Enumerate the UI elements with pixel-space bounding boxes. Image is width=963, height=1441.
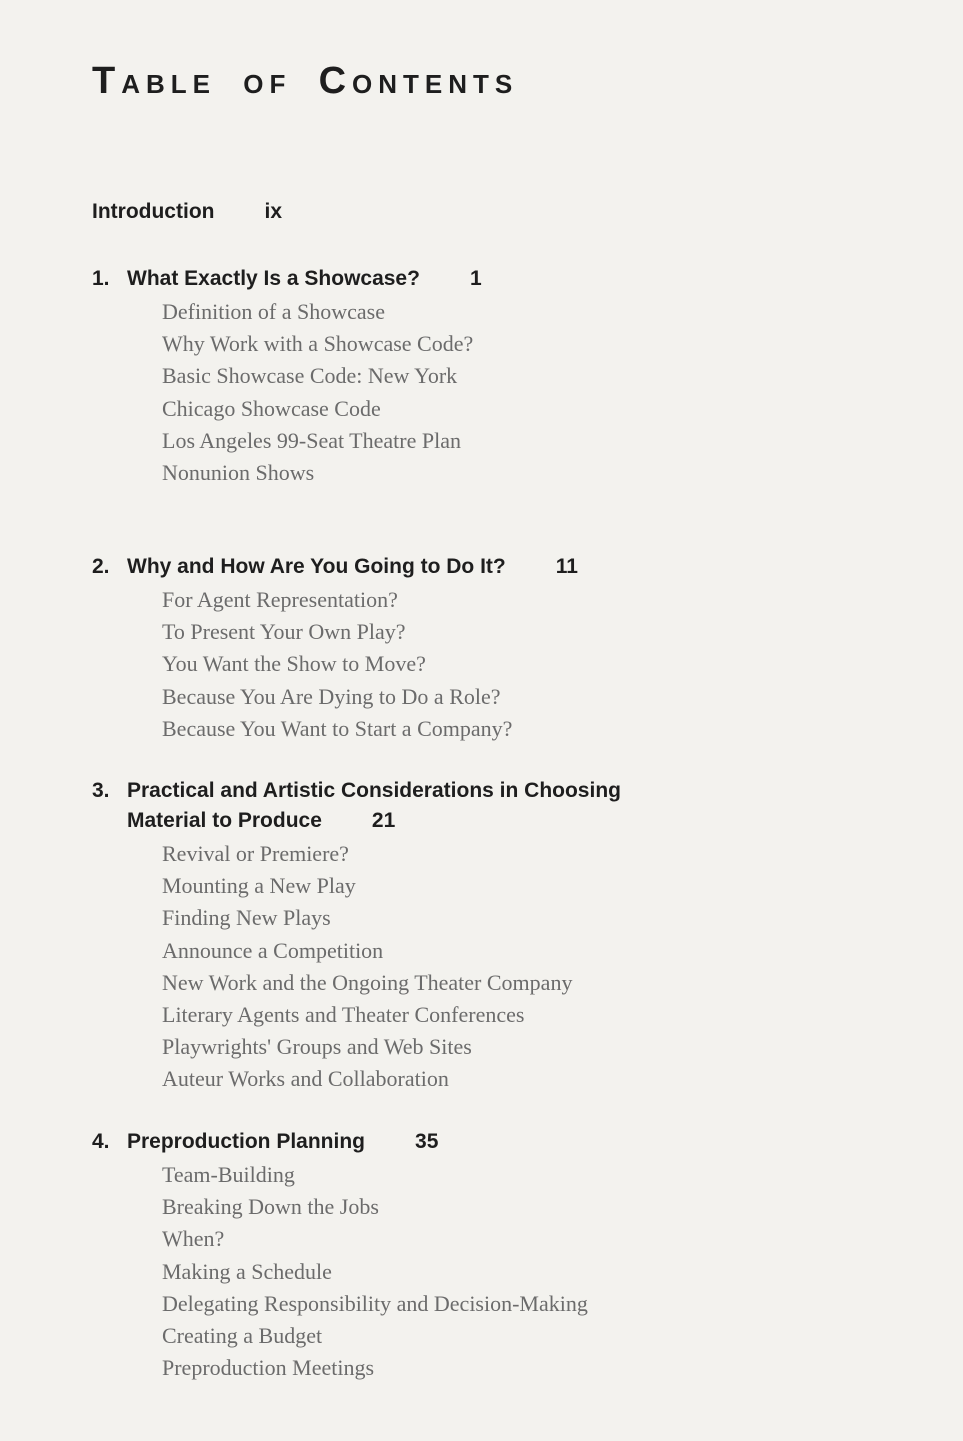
introduction-page-number: ix	[264, 200, 282, 223]
chapter-page-number: 21	[371, 809, 396, 832]
chapter-page-number: 1	[469, 267, 482, 290]
section-item: Creating a Budget	[162, 1323, 323, 1349]
chapter-number: 1.	[92, 267, 110, 290]
chapter-1	[92, 264, 692, 489]
section-item: Basic Showcase Code: New York	[162, 363, 458, 389]
section-item: Definition of a Showcase	[162, 299, 385, 324]
section-item: Because You Want to Start a Company?	[162, 715, 513, 741]
section-list	[162, 1159, 692, 1384]
chapter-title-row	[127, 1127, 438, 1157]
section-item: Making a Schedule	[162, 1258, 332, 1284]
section-item: Literary Agents and Theater Conferences	[162, 1002, 525, 1028]
chapter-title-row	[127, 264, 482, 294]
section-list	[162, 296, 692, 489]
chapter-title-line-2-row	[127, 806, 621, 836]
section-list	[162, 584, 692, 745]
section-item: Breaking Down the Jobs	[162, 1194, 379, 1220]
chapter-title-row	[127, 776, 621, 836]
chapter-title: What Exactly Is a Showcase?	[127, 267, 420, 290]
section-item: Announce a Competition	[162, 937, 384, 963]
chapter-heading	[92, 1127, 692, 1157]
chapter-heading	[92, 264, 692, 294]
section-item: When?	[162, 1226, 225, 1252]
chapter-title: Why and How Are You Going to Do It?	[127, 555, 506, 578]
section-item: Playwrights' Groups and Web Sites	[162, 1034, 472, 1060]
chapter-number: 2.	[92, 555, 110, 578]
section-item: Team-Building	[162, 1162, 295, 1187]
title-word: TABLE	[92, 60, 216, 102]
title-word: CONTENTS	[318, 60, 519, 102]
section-item: You Want the Show to Move?	[162, 651, 426, 677]
chapter-2	[92, 552, 692, 745]
section-item: Los Angeles 99-Seat Theatre Plan	[162, 427, 461, 453]
section-item: New Work and the Ongoing Theater Company	[162, 969, 573, 995]
chapter-title: Preproduction Planning	[127, 1130, 366, 1153]
section-item: Because You Are Dying to Do a Role?	[162, 683, 501, 709]
section-item: For Agent Representation?	[162, 587, 398, 612]
chapter-title-line-2: Material to Produce	[127, 809, 322, 832]
page-title	[92, 60, 518, 103]
chapter-4	[92, 1127, 692, 1384]
chapter-title-line-1: Practical and Artistic Considerations in Choosing	[127, 779, 621, 802]
chapter-number: 3.	[92, 779, 110, 802]
section-item: Revival or Premiere?	[162, 841, 349, 866]
chapter-3	[92, 776, 692, 1096]
chapter-title-row	[127, 552, 578, 582]
chapter-heading	[92, 776, 692, 836]
chapter-heading	[92, 552, 692, 582]
chapter-page-number: 11	[555, 555, 578, 578]
introduction-label: Introduction	[92, 200, 215, 223]
section-item: Chicago Showcase Code	[162, 395, 381, 421]
section-list	[162, 838, 692, 1096]
title-word: OF	[243, 69, 292, 99]
section-item: To Present Your Own Play?	[162, 619, 406, 645]
section-item: Why Work with a Showcase Code?	[162, 331, 474, 357]
toc-introduction	[92, 200, 282, 224]
section-item: Auteur Works and Collaboration	[162, 1066, 449, 1092]
chapter-number: 4.	[92, 1130, 110, 1153]
section-item: Delegating Responsibility and Decision-Making	[162, 1290, 588, 1316]
section-item: Nonunion Shows	[162, 460, 315, 486]
chapter-page-number: 35	[415, 1130, 439, 1153]
section-item: Mounting a New Play	[162, 873, 356, 899]
section-item: Preproduction Meetings	[162, 1355, 375, 1381]
section-item: Finding New Plays	[162, 905, 331, 931]
